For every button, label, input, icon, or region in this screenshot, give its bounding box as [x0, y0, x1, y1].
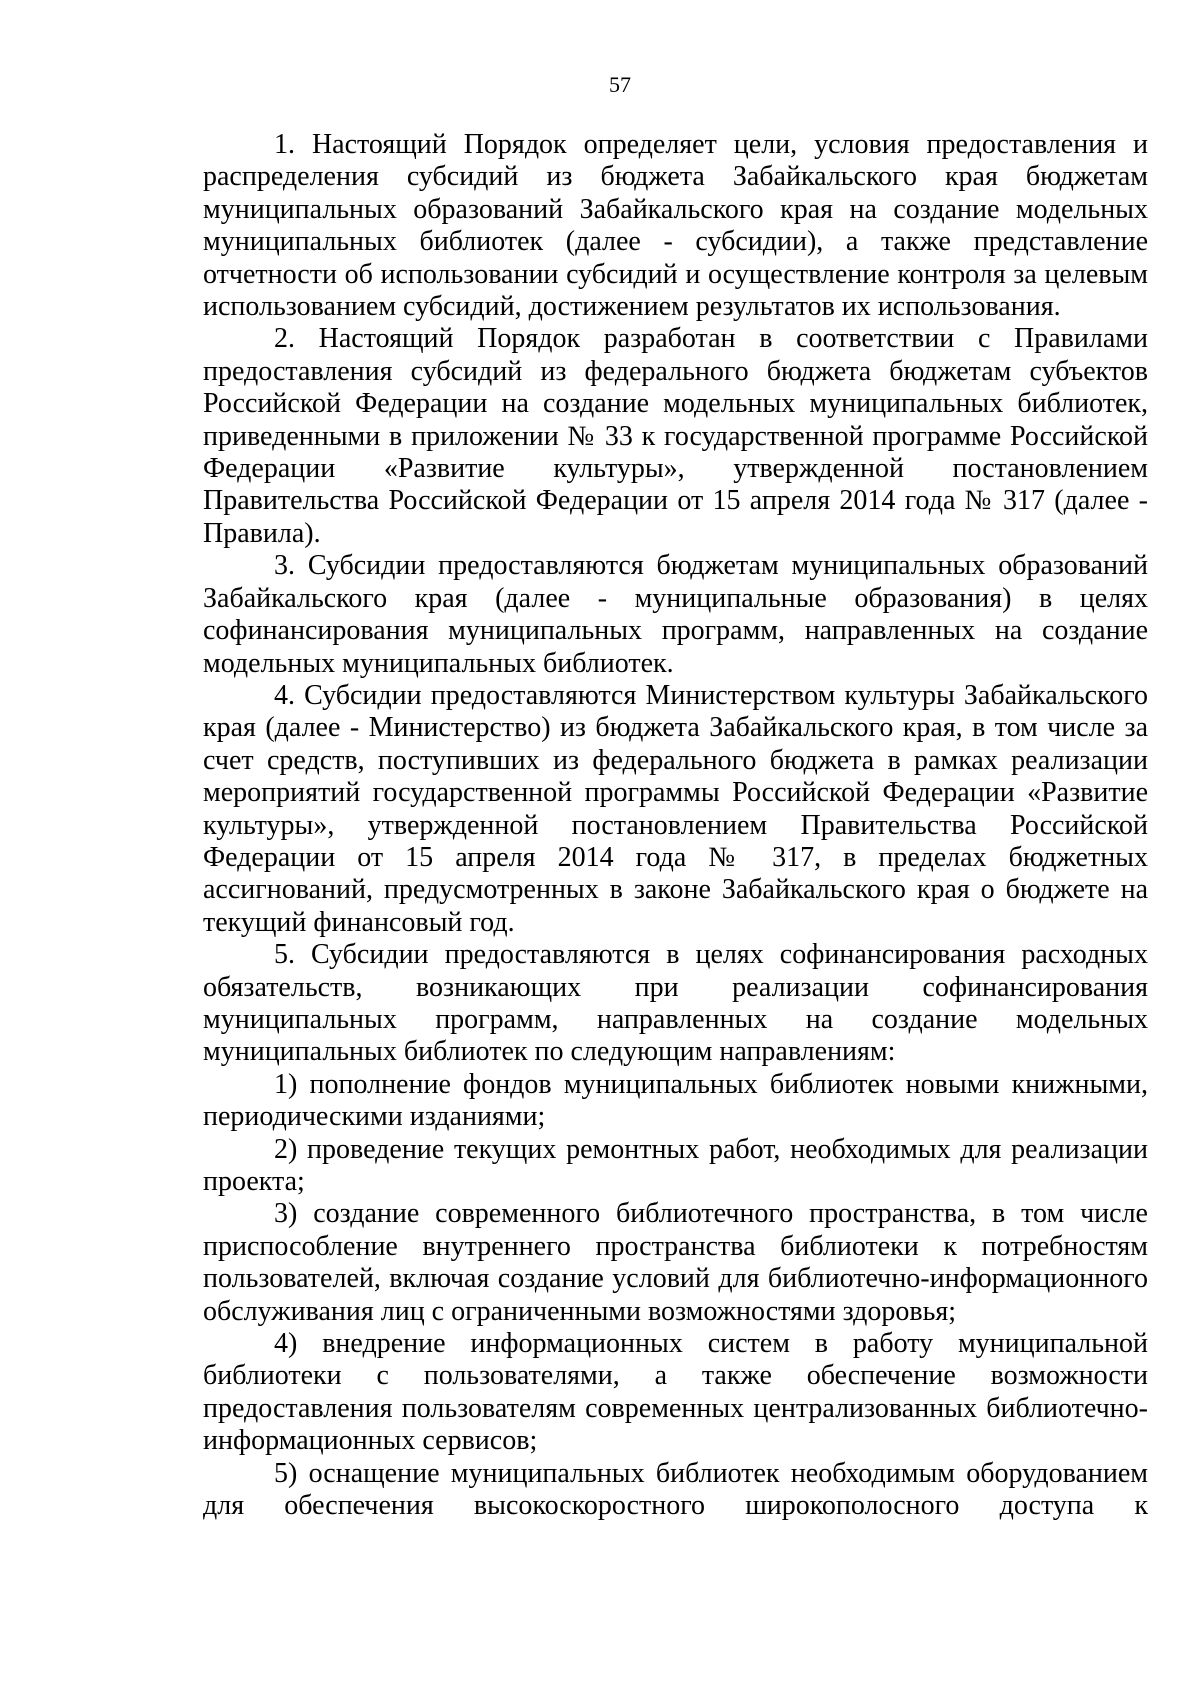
list-item-1: 1) пополнение фондов муниципальных библиотек новыми книжными, периодическими изданиями; [203, 1068, 1148, 1133]
document-body [203, 129, 1148, 1522]
paragraph-3: 3. Субсидии предоставляются бюджетам муниципальных образований Забайкальского края (далее - муниципальные образования) в целях софинансирования муниципальных программ, направленных на создание модельных муниципальных библиотек. [203, 550, 1148, 679]
page-number: 57 [609, 72, 631, 97]
list-item-2: 2) проведение текущих ремонтных работ, необходимых для реализации проекта; [203, 1133, 1148, 1197]
paragraph-2: 2. Настоящий Порядок разработан в соответствии с Правилами предоставления субсидий из федерального бюджета бюджетам субъектов Российской Федерации на создание модельных муниципальных библиотек, приведенными в приложении № 33 к государственной программе Российской Федерации «Развитие культуры», утвержденной постановлением Правительства Российской Федерации от 15 апреля 2014 года № 317 (далее - Правила). [203, 323, 1148, 549]
list-item-4: 4) внедрение информационных систем в работу муниципальной библиотеки с пользователями, а также обеспечение возможности предоставления пользователям современных централизованных библиотечно-информационных сервисов; [203, 1328, 1148, 1457]
list-item-3: 3) создание современного библиотечного пространства, в том числе приспособление внутреннего пространства библиотеки к потребностям пользователей, включая создание условий для библиотечно-информационного обслуживания лиц с ограниченными возможностями здоровья; [203, 1198, 1148, 1327]
list-item-5: 5) оснащение муниципальных библиотек необходимым оборудованием для обеспечения высокоскоростного широкополосного доступа к [203, 1457, 1148, 1522]
paragraph-4: 4. Субсидии предоставляются Министерством культуры Забайкальского края (далее - Министерство) из бюджета Забайкальского края, в том числе за счет средств, поступивших из федерального бюджета в рамках реализации мероприятий государственной программы Российской Федерации «Развитие культуры», утвержденной постановлением Правительства Российской Федерации от 15 апреля 2014 года № 317, в пределах бюджетных ассигнований, предусмотренных в законе Забайкальского края о бюджете на текущий финансовый год. [203, 679, 1148, 938]
paragraph-5: 5. Субсидии предоставляются в целях софинансирования расходных обязательств, возникающих при реализации софинансирования муниципальных программ, направленных на создание модельных муниципальных библиотек по следующим направлениям: [203, 939, 1148, 1068]
paragraph-1: 1. Настоящий Порядок определяет цели, условия предоставления и распределения субсидий из бюджета Забайкальского края бюджетам муниципальных образований Забайкальского края на создание модельных муниципальных библиотек (далее - субсидии), а также представление отчетности об использовании субсидий и осуществление контроля за целевым использованием субсидий, достижением результатов их использования. [203, 129, 1148, 323]
